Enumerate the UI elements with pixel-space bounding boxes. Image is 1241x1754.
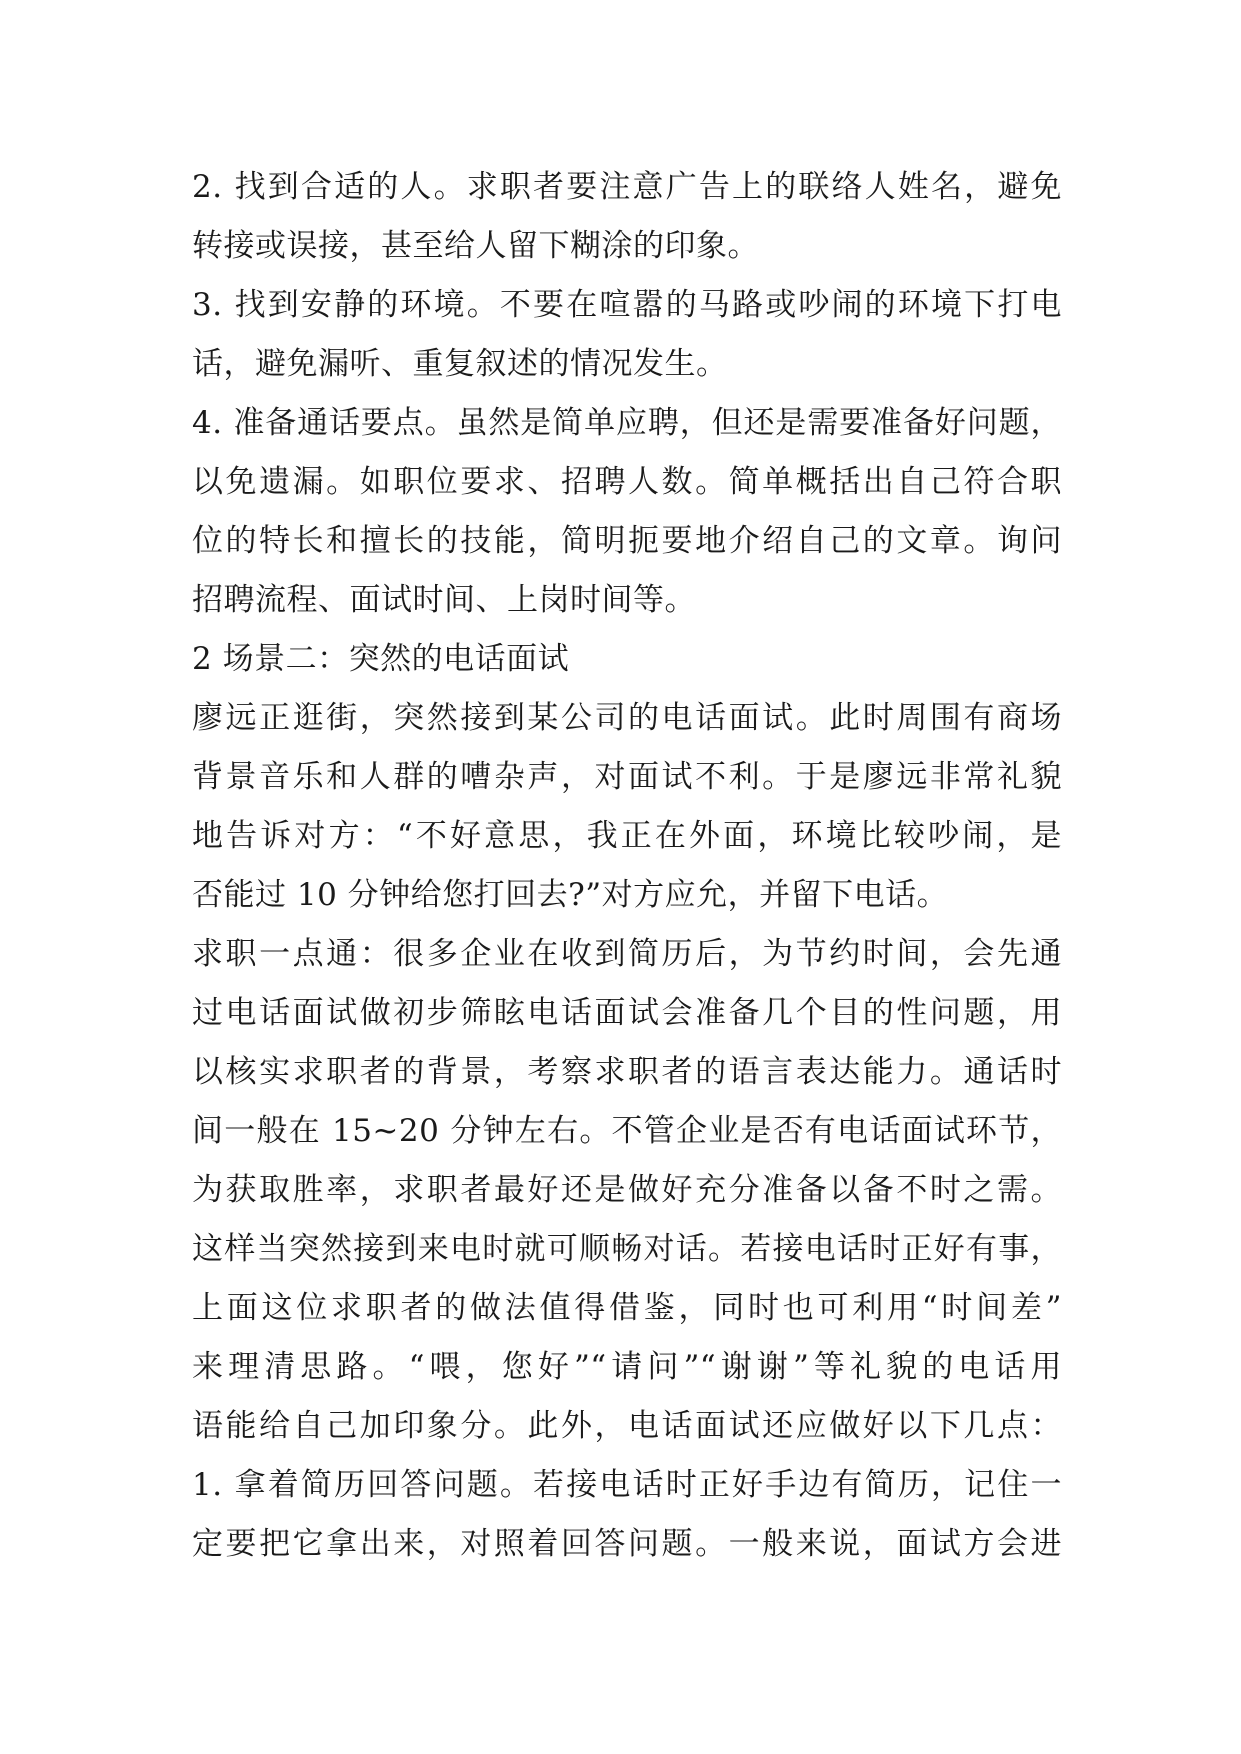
text-line: 否能过 10 分钟给您打回去?”对方应允，并留下电话。: [192, 877, 949, 913]
text-line: 2 场景二：突然的电话面试: [192, 641, 570, 677]
text-line: 以核实求职者的背景，考察求职者的语言表达能力。通话时: [192, 1054, 1062, 1090]
text-line: 2. 找到合适的人。求职者要注意广告上的联络人姓名，避免: [192, 169, 1062, 205]
text-line: 3. 找到安静的环境。不要在喧嚣的马路或吵闹的环境下打电: [192, 287, 1062, 323]
document-body: [192, 158, 1062, 1574]
text-line: 4. 准备通话要点。虽然是简单应聘，但还是需要准备好问题，: [192, 405, 1062, 441]
text-line: 廖远正逛街，突然接到某公司的电话面试。此时周围有商场: [192, 700, 1062, 736]
text-line: 定要把它拿出来，对照着回答问题。一般来说，面试方会进: [192, 1526, 1062, 1562]
text-line: 上面这位求职者的做法值得借鉴，同时也可利用“时间差”: [192, 1290, 1062, 1326]
text-line: 招聘流程、面试时间、上岗时间等。: [192, 582, 696, 618]
text-line: 转接或误接，甚至给人留下糊涂的印象。: [192, 228, 759, 264]
text-line: 以免遗漏。如职位要求、招聘人数。简单概括出自己符合职: [192, 464, 1062, 500]
text-line: 间一般在 15~20 分钟左右。不管企业是否有电话面试环节，: [192, 1113, 1062, 1149]
text-line: 为获取胜率，求职者最好还是做好充分准备以备不时之需。: [192, 1172, 1062, 1208]
text-line: 语能给自己加印象分。此外，电话面试还应做好以下几点：: [192, 1408, 1062, 1444]
text-line: 过电话面试做初步筛眩电话面试会准备几个目的性问题，用: [192, 995, 1062, 1031]
text-line: 地告诉对方：“不好意思，我正在外面，环境比较吵闹，是: [192, 818, 1062, 854]
text-line: 来理清思路。“喂，您好”“请问”“谢谢”等礼貌的电话用: [192, 1349, 1062, 1385]
text-line: 话，避免漏听、重复叙述的情况发生。: [192, 346, 728, 382]
text-line: 背景音乐和人群的嘈杂声，对面试不利。于是廖远非常礼貌: [192, 759, 1062, 795]
text-line: 这样当突然接到来电时就可顺畅对话。若接电话时正好有事，: [192, 1231, 1062, 1267]
text-line: 1. 拿着简历回答问题。若接电话时正好手边有简历，记住一: [192, 1467, 1062, 1503]
text-line: 位的特长和擅长的技能，简明扼要地介绍自己的文章。询问: [192, 523, 1062, 559]
text-line: 求职一点通：很多企业在收到简历后，为节约时间，会先通: [192, 936, 1062, 972]
